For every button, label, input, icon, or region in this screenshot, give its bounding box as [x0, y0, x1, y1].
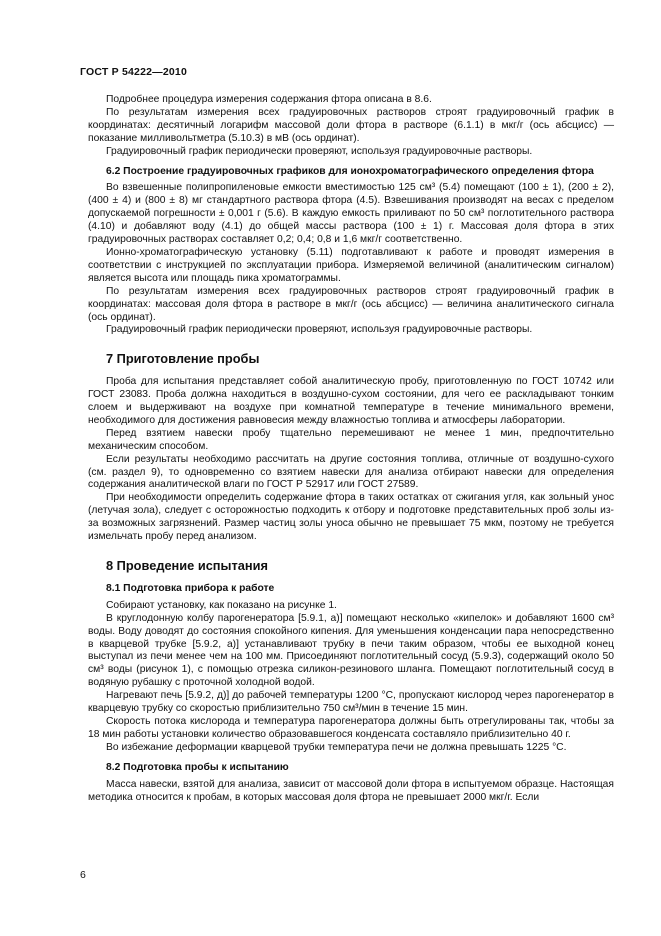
document-body	[88, 94, 614, 804]
paragraph: По результатам измерения всех градуировочных растворов строят градуировочный график в координатах: массовая доля фтора в растворе в мкг/г (ось абсцисс) — величина аналитического сигнала (ось ординат).	[88, 285, 614, 323]
paragraph: Собирают установку, как показано на рисунке 1.	[106, 599, 337, 611]
section-heading-8: 8 Проведение испытания	[106, 558, 268, 573]
paragraph: В круглодонную колбу парогенератора [5.9.1, а)] помещают несколько «кипелок» и добавляют 1600 см³ воды. Воду доводят до состояния спокойного кипения. Для уменьшения конденсации пара непосредственно в кварцевой трубке [5.9.2, а)] устанавливают трубку в печи таким образом, чтобы ее выходной конец выступал из печи менее чем на 100 мм. Присоединяют поглотительный сосуд (5.9.3), содержащий около 50 см³ воды (рисунок 1), с помощью отрезка силикон-резинового шланга. Помещают поглотительный сосуд в водяную рубашку с проточной холодной водой.	[88, 612, 614, 689]
section-heading-7: 7 Приготовление пробы	[106, 351, 260, 367]
paragraph: Нагревают печь [5.9.2, д)] до рабочей температуры 1200 °С, пропускают кислород через парогенератор в кварцевую трубку со скоростью приблизительно 750 см³/мин в течение 15 мин.	[88, 690, 614, 715]
paragraph: Проба для испытания представляет собой аналитическую пробу, приготовленную по ГОСТ 10742 или ГОСТ 23083. Проба должна находиться в воздушно-сухом состоянии, для чего ее раскладывают тонким слоем и выдерживают на воздухе при комнатной температуре в течение минимального времени, необходимого для достижения равновесия между влажностью топлива и атмосферы лаборатории.	[88, 376, 614, 426]
paragraph: Во избежание деформации кварцевой трубки температура печи не должна превышать 1225 °С.	[106, 741, 567, 753]
paragraph: Подробнее процедура измерения содержания фтора описана в 8.6.	[106, 94, 432, 105]
subsection-heading-6-2: 6.2 Построение градуировочных графиков для ионохроматографического определения фтора	[106, 165, 594, 177]
paragraph: Масса навески, взятой для анализа, зависит от массовой доли фтора в испытуемом образце. Настоящая методика относится к пробам, в которых массовая доля фтора не превышает 2000 мкг/г. Если	[88, 778, 614, 803]
subsection-heading-8-2: 8.2 Подготовка пробы к испытанию	[106, 761, 289, 773]
paragraph: Скорость потока кислорода и температура парогенератора должны быть отрегулированы так, чтобы за 18 мин работы установки количество образовавшегося конденсата составляло приблизительно 40 г.	[88, 715, 614, 740]
paragraph: Ионно-хроматографическую установку (5.11) подготавливают к работе и проводят измерения в соответствии с инструкцией по эксплуатации прибора. Измеряемой величиной (аналитическим сигналом) является высота или площадь пика хроматограммы.	[88, 246, 614, 284]
paragraph: Перед взятием навески пробу тщательно перемешивают не менее 1 мин, предпочтительно механическим способом.	[88, 427, 614, 452]
subsection-heading-8-1: 8.1 Подготовка прибора к работе	[106, 582, 275, 594]
paragraph: Градуировочный график периодически проверяют, используя градуировочные растворы.	[106, 324, 533, 336]
paragraph: Во взвешенные полипропиленовые емкости вместимостью 125 см³ (5.4) помещают (100 ± 1), (200 ± 2), (400 ± 4) и (800 ± 8) мг стандартного раствора фтора (4.5). Взвешивания производят на весах с пределом допускаемой погрешности ± 0,001 г (5.6). В каждую емкость приливают по 50 см³ поглотительного раствора (4.10) и добавляют воду (4.1) до общей массы раствора (100 ± 1) г. Массовая доля фтора в этих градуировочных растворах составляет 0,2; 0,4; 0,8 и 1,6 мкг/г соответственно.	[88, 182, 614, 246]
document-header: ГОСТ Р 54222—2010	[80, 66, 188, 78]
paragraph: Если результаты необходимо рассчитать на другие состояния топлива, отличные от воздушно-сухого (см. раздел 9), то одновременно со взятием навески для анализа отбирают навески для определения содержания аналитической влаги по ГОСТ Р 52917 или ГОСТ 27589.	[88, 453, 614, 491]
paragraph: По результатам измерения всех градуировочных растворов строят градуировочный график в координатах: десятичный логарифм массовой доли фтора в растворе (6.1.1) в мкг/г (ось абсцисс) — показание милливольтметра (5.10.3) в мВ (ось ординат).	[88, 106, 614, 144]
paragraph: Градуировочный график периодически проверяют, используя градуировочные растворы.	[106, 145, 533, 157]
paragraph: При необходимости определить содержание фтора в таких остатках от сжигания угля, как зольный унос (летучая зола), следует с осторожностью подходить к отбору и подготовке представительных проб золы из-за возможных загрязнений. Размер частиц золы уноса обычно не превышает 75 мкм, поэтому не требуется измельчать пробу перед анализом.	[88, 492, 614, 543]
page-number: 6	[80, 869, 86, 881]
